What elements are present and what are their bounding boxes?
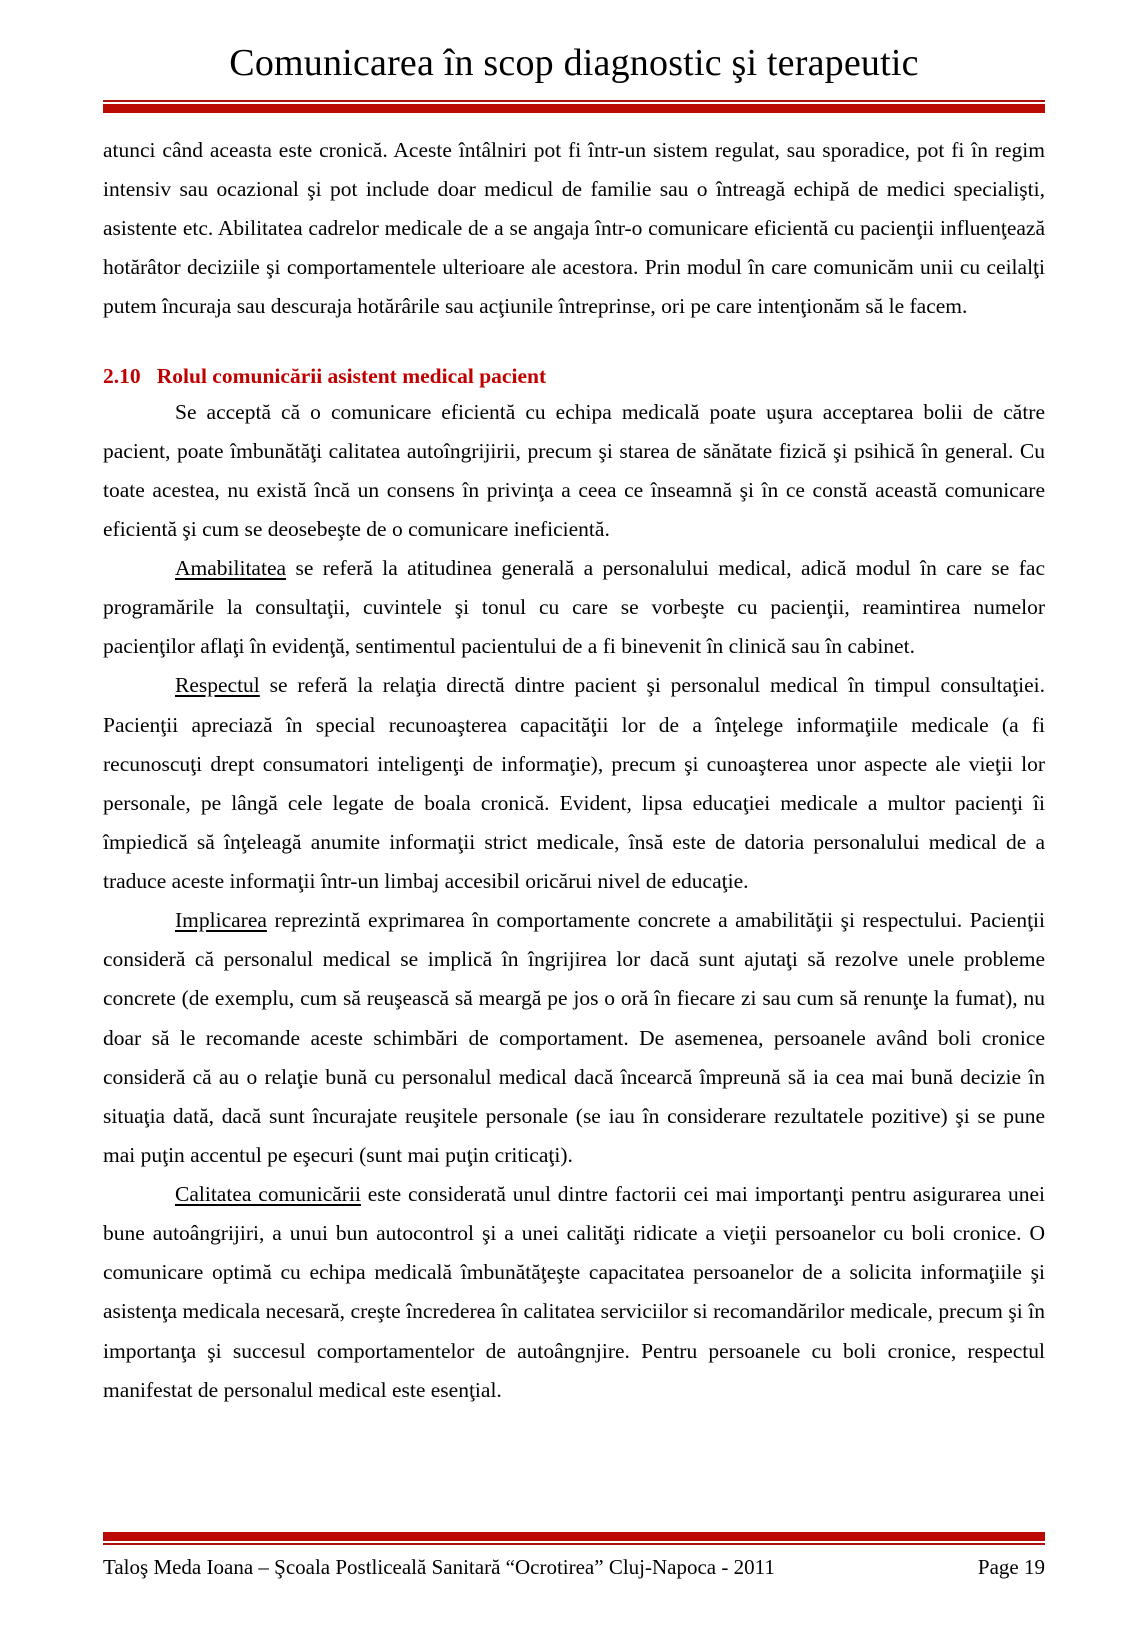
paragraph-intro: atunci când aceasta este cronică. Aceste întâlniri pot fi într-un sistem regulat, sau sporadice, pot fi în regim intensiv sau ocazional şi pot include doar medicul de familie sau o întreagă echipă de medici specialişti, asistente etc. Abilitatea cadrelor medicale de a se angaja într-o comunicare eficientă cu pacienţii influenţează hotărâtor deciziile şi comportamentele ulterioare ale acestora. Prin modul în care comunicăm unii cu ceilalţi putem încuraja sau descuraja hotărârile sau acţiunile întreprinse, ori pe care intenţionăm să le facem.	[103, 137, 1045, 319]
header-divider-thick-line	[103, 104, 1045, 113]
paragraph-1: Se acceptă că o comunicare eficientă cu echipa medicală poate uşura acceptarea bolii de către pacient, poate îmbunătăţi calitatea autoîngrijirii, precum şi starea de sănătate fizică şi psihică în general. Cu toate acestea, nu există încă un consens în privinţa a ceea ce înseamnă şi în ce constă această comunicare eficientă şi cum se deosebeşte de o comunicare ineficientă.	[103, 399, 1045, 541]
section-heading-number: 2.10	[103, 364, 141, 389]
section-heading	[103, 360, 1045, 392]
term-implicarea: Implicarea	[175, 908, 267, 933]
paragraph-4	[103, 901, 1045, 1175]
paragraph-5-text: este considerată unul dintre factorii cei mai importanţi pentru asigurarea unei bune autoângrijiri, a unui bun autocontrol şi a unei calităţi ridicate a vieţii persoanelor cu boli cronice. O comunicare optimă cu echipa medicală îmbunătăţeşte capacitatea persoanelor de a solicita informaţiile şi asistenţa medicala necesară, creşte încrederea în calitatea serviciilor si recomandărilor medicale, precum şi în importanţa şi succesul comportamentelor de autoângnjire. Pentru persoanele cu boli cronice, respectul manifestat de personalul medical este esenţial.	[103, 1182, 1045, 1402]
footer-divider	[103, 1532, 1045, 1545]
section-heading-title: Rolul comunicării asistent medical pacient	[156, 364, 547, 389]
page-footer	[0, 1532, 1148, 1634]
paragraph-2	[103, 549, 1045, 666]
term-calitatea-comunicarii: Calitatea comunicării	[175, 1182, 361, 1207]
footer-page-number: Page 19	[977, 1555, 1045, 1579]
header-divider	[103, 100, 1045, 113]
spacer-before-section-heading	[103, 326, 1045, 360]
paragraph-5	[103, 1175, 1045, 1410]
term-amabilitatea: Amabilitatea	[175, 556, 287, 581]
paragraph-4-text: reprezintă exprimarea în comportamente concrete a amabilităţii şi respectului. Pacienţii consideră că personalul medical se implică în îngrijirea lor dacă sunt ajutaţi să rezolve unele probleme concrete (de exemplu, cum să reuşească să meargă pe jos o oră în fiecare zi sau cum să renunţe la fumat), nu doar să le recomande aceste schimbări de comportament. De asemenea, persoanele având boli cronice consideră că au o relaţie bună cu personalul medical dacă încearcă împreună să ia cea mai bună decizie în situaţia dată, dacă sunt încurajate reuşitele personale (se iau în considerare rezultatele pozitive) şi se pune mai puţin accentul pe eşecuri (sunt mai puţin criticaţi).	[103, 908, 1045, 1167]
page-header	[0, 0, 1148, 113]
footer-divider-thick-line	[103, 1532, 1045, 1541]
paragraph-3	[103, 666, 1045, 901]
term-respectul: Respectul	[175, 673, 260, 698]
page-header-title: Comunicarea în scop diagnostic şi terapeutic	[229, 42, 919, 84]
page-content	[103, 113, 1045, 1410]
paragraph-3-text: se referă la relaţia directă dintre pacient şi personalul medical în timpul consultaţiei. Pacienţii apreciază în special recunoaşterea capacităţii lor de a înţelege informaţiile medicale (a fi recunoscuţi drept consumatori inteligenţi de informaţie), precum şi cunoaşterea unor aspecte ale vieţii lor personale, pe lângă cele legate de boala cronică. Evident, lipsa educaţiei medicale a multor pacienţi îi împiedică să înţeleagă anumite informaţii strict medicale, însă este de datoria personalului medical de a traduce aceste informaţii într-un limbaj accesibil oricărui nivel de educaţie.	[103, 673, 1045, 894]
paragraph-2-text: se referă la atitudinea generală a personalului medical, adică modul în care se fac programările la consultaţii, cuvintele şi tonul cu care se vorbeşte cu pacienţii, reamintirea numelor pacienţilor aflaţi în evidenţă, sentimentul pacientului de a fi binevenit în clinică sau în cabinet.	[103, 556, 1045, 659]
footer-content	[103, 1545, 1045, 1634]
footer-author-line: Taloş Meda Ioana – Şcoala Postliceală Sanitară “Ocrotirea” Cluj-Napoca - 2011	[103, 1555, 775, 1579]
